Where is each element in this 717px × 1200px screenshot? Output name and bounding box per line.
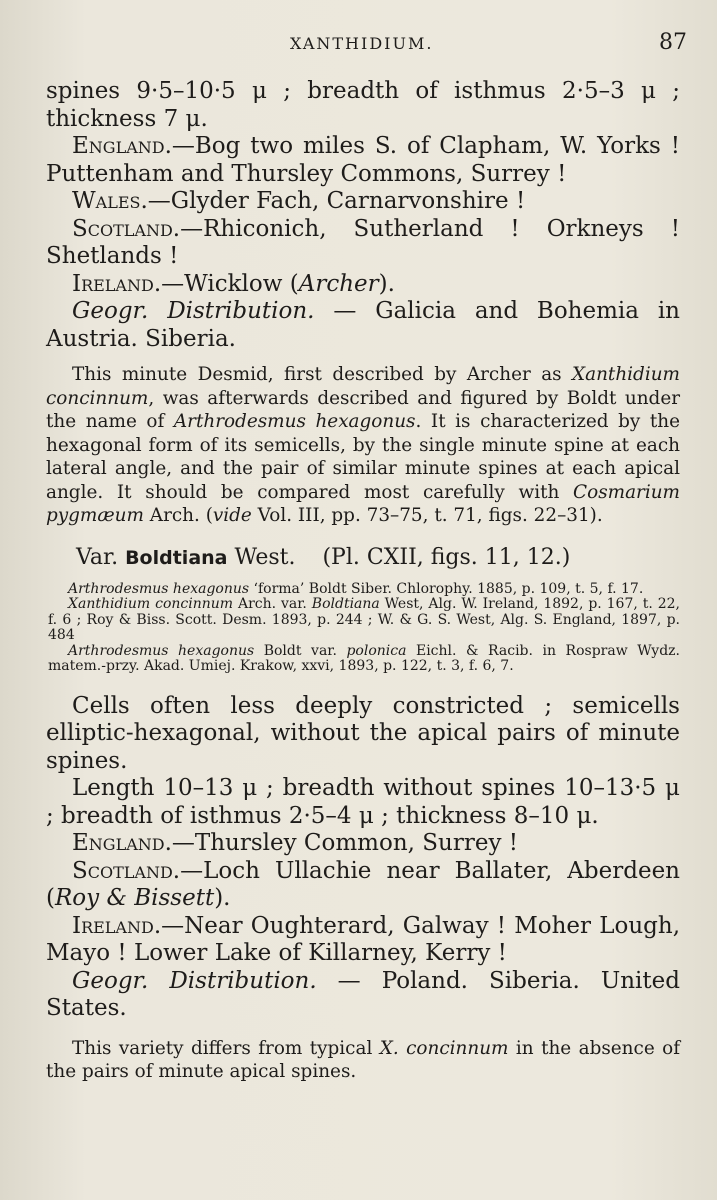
locality-label: Scotland. bbox=[72, 857, 181, 884]
taxon-name: Arthrodesmus hexagonus bbox=[68, 580, 250, 597]
reference-entry bbox=[48, 597, 680, 644]
taxon-name: X. concinnum bbox=[379, 1037, 509, 1059]
text-run: Arch. ( bbox=[143, 505, 213, 526]
locality-text: —Glyder Fach, Carnarvonshire ! bbox=[147, 188, 526, 214]
page-header bbox=[0, 30, 717, 60]
note-paragraph bbox=[46, 1037, 680, 1084]
locality-ireland bbox=[46, 913, 680, 968]
collector-name: Roy & Bissett bbox=[54, 885, 215, 911]
taxon-name: Cosmarium pygmæum bbox=[46, 481, 680, 526]
species-description bbox=[46, 363, 680, 528]
synonymy-references bbox=[46, 582, 680, 675]
locality-label: Ireland. bbox=[72, 270, 162, 297]
locality-text-end: ). bbox=[214, 885, 231, 911]
locality-scotland bbox=[46, 858, 680, 913]
locality-label: Ireland. bbox=[72, 912, 162, 939]
locality-text: —Thursley Common, Surrey ! bbox=[171, 830, 518, 856]
distribution-text: — Poland. Siberia. United States. bbox=[46, 967, 680, 1021]
taxon-name: polonica bbox=[346, 642, 407, 659]
variety-author: West. bbox=[234, 544, 296, 570]
dimensions-description: Length 10–13 μ ; breadth without spines 10–13·5 μ ; breadth of isthmus 2·5–4 μ ; thickness 8–10 μ. bbox=[46, 775, 680, 829]
taxon-name: Xanthidium concinnum bbox=[46, 364, 680, 409]
text-run: , was afterwards described and figured by Boldt under the name of bbox=[46, 387, 680, 432]
locality-label: England. bbox=[72, 133, 172, 159]
reference-text: Arch. var. bbox=[233, 596, 312, 612]
locality-wales bbox=[46, 188, 680, 216]
distribution-label: Geogr. Distribution. bbox=[72, 298, 315, 324]
text-run: . It is characterized by the hexagonal form of its semicells, by the single minute spine at each lateral angle, and the pair of similar minute spines at each apical angle. It should be compared most carefully with bbox=[46, 411, 680, 503]
variety-description bbox=[46, 693, 680, 1023]
variety-heading bbox=[46, 544, 680, 572]
reference-text: West, Alg. W. Ireland, 1892, p. 167, t. 22, f. 6 ; Roy & Biss. Scott. Desm. 1893, p. 244 ; W. & G. S. West, Alg. S. England, 1897, p. 484 bbox=[48, 596, 680, 643]
description-paragraph bbox=[46, 363, 680, 528]
distribution-text: — Galicia and Bohemia in Austria. Siberia. bbox=[46, 298, 680, 352]
text-run: This minute Desmid, first described by Archer as bbox=[72, 364, 573, 385]
locality-text: —Near Oughterard, Galway ! Moher Lough, Mayo ! Lower Lake of Killarney, Kerry ! bbox=[46, 912, 680, 966]
locality-text-end: ). bbox=[378, 270, 395, 297]
reference-text: Boldt var. bbox=[254, 642, 347, 659]
locality-england bbox=[46, 830, 680, 858]
geographic-distribution bbox=[46, 968, 680, 1023]
locality-label: England. bbox=[72, 830, 172, 856]
reference-text: ‘forma’ Boldt Siber. Chlorophy. 1885, p. 109, t. 5, f. 17. bbox=[249, 580, 644, 597]
locality-text: —Bog two miles S. of Clapham, W. Yorks ! Puttenham and Thursley Commons, Surrey ! bbox=[46, 133, 680, 187]
locality-scotland bbox=[46, 216, 680, 271]
page-number: 87 bbox=[659, 30, 687, 55]
locality-label: Wales. bbox=[72, 188, 148, 214]
running-title: XANTHIDIUM. bbox=[290, 34, 434, 53]
reference-entry bbox=[48, 582, 680, 598]
geographic-distribution bbox=[46, 298, 680, 353]
localities-typical bbox=[46, 133, 680, 353]
locality-england bbox=[46, 133, 680, 188]
text-run: in the absence of the pairs of minute apical spines. bbox=[46, 1037, 680, 1082]
taxon-name: Xanthidium concinnum bbox=[68, 596, 234, 612]
reference-text: Eichl. & Racib. in Rospraw Wydz. matem.-przy. Akad. Umiej. Krakow, xxvi, 1893, p. 122, t. 3, f. 6, 7. bbox=[48, 642, 680, 674]
taxon-name: Arthrodesmus hexagonus bbox=[173, 411, 416, 432]
measurements-line: spines 9·5–10·5 μ ; breadth of isthmus 2·5–3 μ ; thickness 7 μ. bbox=[46, 78, 680, 132]
variety-prefix: Var. bbox=[76, 544, 119, 570]
locality-text: —Wicklow ( bbox=[161, 270, 299, 297]
locality-text: —Loch Ullachie near Ballater, Aberdeen ( bbox=[46, 857, 680, 911]
taxon-name: Arthrodesmus hexagonus bbox=[68, 642, 255, 659]
variety-note bbox=[46, 1037, 680, 1084]
cells-description: Cells often less deeply constricted ; semicells elliptic-hexagonal, without the apical pairs of minute spines. bbox=[46, 692, 680, 774]
reference-entry bbox=[48, 644, 680, 675]
distribution-label: Geogr. Distribution. bbox=[72, 967, 317, 994]
locality-ireland bbox=[46, 271, 680, 299]
locality-text: —Rhiconich, Sutherland ! Orkneys ! Shetlands ! bbox=[46, 215, 680, 269]
locality-label: Scotland. bbox=[72, 215, 181, 242]
plate-reference: (Pl. CXII, figs. 11, 12.) bbox=[322, 544, 571, 570]
collector-name: Archer bbox=[298, 270, 379, 297]
page-body bbox=[46, 78, 680, 1084]
text-run: Vol. III, pp. 73–75, t. 71, figs. 22–31). bbox=[251, 505, 603, 526]
variety-name: Boldtiana bbox=[125, 546, 228, 569]
vide-word: vide bbox=[212, 505, 252, 526]
text-run: This variety differs from typical bbox=[72, 1037, 380, 1059]
taxon-name: Boldtiana bbox=[311, 596, 380, 612]
species-measurements bbox=[46, 78, 680, 133]
